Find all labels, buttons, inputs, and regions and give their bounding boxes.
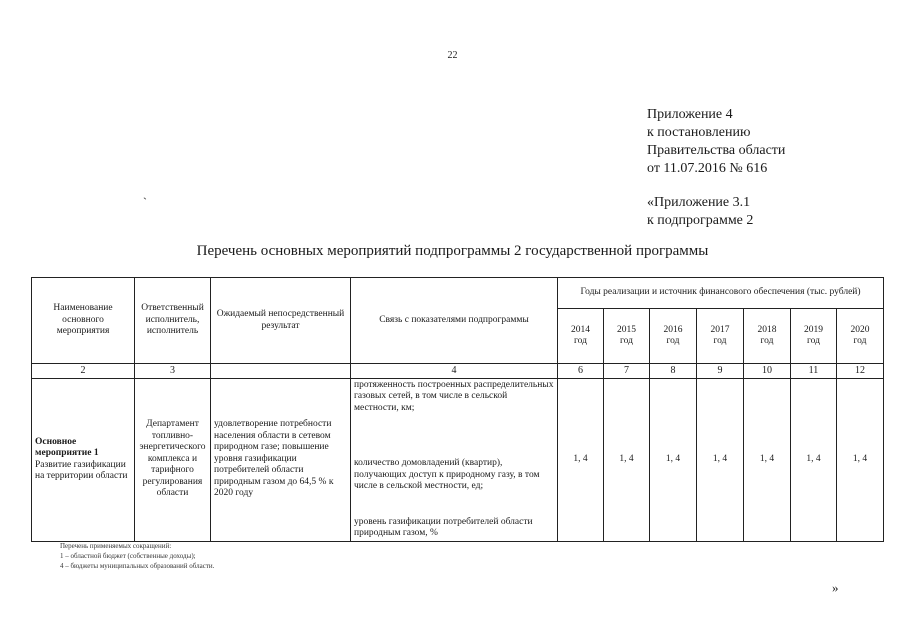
- column-number: 11: [791, 364, 837, 379]
- column-number-row: [32, 364, 884, 379]
- appendix-line: к подпрограмме 2: [647, 213, 754, 228]
- header-result: Ожидаемый непосредственный результат: [211, 278, 351, 364]
- table-row: [32, 378, 884, 541]
- year-header: 2016 год: [650, 309, 697, 364]
- footnote-line: 4 – бюджеты муниципальных образований области.: [60, 562, 215, 570]
- funding-value: 1, 4: [650, 378, 697, 541]
- header-name: Наименование основного мероприятия: [32, 278, 135, 364]
- indicator-text: количество домовладений (квартир), получающих доступ к природному газу, в том числе в сельской местности, ед;: [354, 458, 540, 491]
- header-link: Связь с показателями подпрограммы: [351, 278, 558, 364]
- column-number: 3: [135, 364, 211, 379]
- column-number: 9: [697, 364, 744, 379]
- footnote-line: 1 – областной бюджет (собственные доходы);: [60, 552, 196, 560]
- year-header: 2014 год: [558, 309, 604, 364]
- appendix-line: от 11.07.2016 № 616: [647, 161, 768, 176]
- footnote-line: Перечень применяемых сокращений:: [60, 542, 172, 550]
- page-number: 22: [447, 50, 458, 61]
- link-cell: [351, 378, 558, 541]
- closing-quote: »: [832, 580, 839, 595]
- indicator-text: уровень газификации потребителей области природным газом, %: [354, 516, 533, 538]
- appendix-line: Правительства области: [647, 143, 786, 158]
- column-number: 7: [604, 364, 650, 379]
- appendix-line: Приложение 4: [647, 107, 733, 122]
- year-header: 2019 год: [791, 309, 837, 364]
- appendix-subblock: [647, 194, 753, 230]
- document-title: Перечень основных мероприятий подпрограммы 2 государственной программы: [196, 243, 709, 259]
- measures-table: [31, 277, 884, 542]
- year-header: 2018 год: [744, 309, 791, 364]
- funding-value: 1, 4: [791, 378, 837, 541]
- table-header-row: [32, 278, 884, 309]
- indicator-text: протяженность построенных распределительных газовых сетей, в том числе в сельской местности, км;: [354, 379, 554, 413]
- column-number: 2: [32, 364, 135, 379]
- measure-description: Развитие газификации на территории области: [35, 459, 128, 481]
- appendix-line: «Приложение 3.1: [647, 195, 751, 210]
- funding-value: 1, 4: [837, 378, 884, 541]
- column-number: 4: [351, 364, 558, 379]
- column-number: 10: [744, 364, 791, 379]
- responsible-cell: Департамент топливно-энергетического комплекса и тарифного регулирования области: [135, 378, 211, 541]
- year-header: 2015 год: [604, 309, 650, 364]
- funding-value: 1, 4: [558, 378, 604, 541]
- appendix-line: к постановлению: [647, 125, 751, 140]
- stray-mark: `: [143, 195, 147, 209]
- result-cell: удовлетворение потребности населения области в сетевом природном газе; повышение уровня газификации потребителей области природным газом до 64,5 % к 2020 году: [211, 378, 351, 541]
- funding-value: 1, 4: [604, 378, 650, 541]
- column-number: 12: [837, 364, 884, 379]
- column-number: 6: [558, 364, 604, 379]
- year-header: 2017 год: [697, 309, 744, 364]
- header-responsible: Ответственный исполнитель, исполнитель: [135, 278, 211, 364]
- funding-value: 1, 4: [697, 378, 744, 541]
- column-number: 8: [650, 364, 697, 379]
- measure-name-cell: [32, 378, 135, 541]
- measure-title: Основное мероприятие 1: [35, 436, 99, 458]
- header-years-title: Годы реализации и источник финансового обеспечения (тыс. рублей): [558, 278, 884, 309]
- footnote: [60, 541, 214, 571]
- year-header: 2020 год: [837, 309, 884, 364]
- funding-value: 1, 4: [744, 378, 791, 541]
- appendix-block: [647, 106, 785, 178]
- column-number: [211, 364, 351, 379]
